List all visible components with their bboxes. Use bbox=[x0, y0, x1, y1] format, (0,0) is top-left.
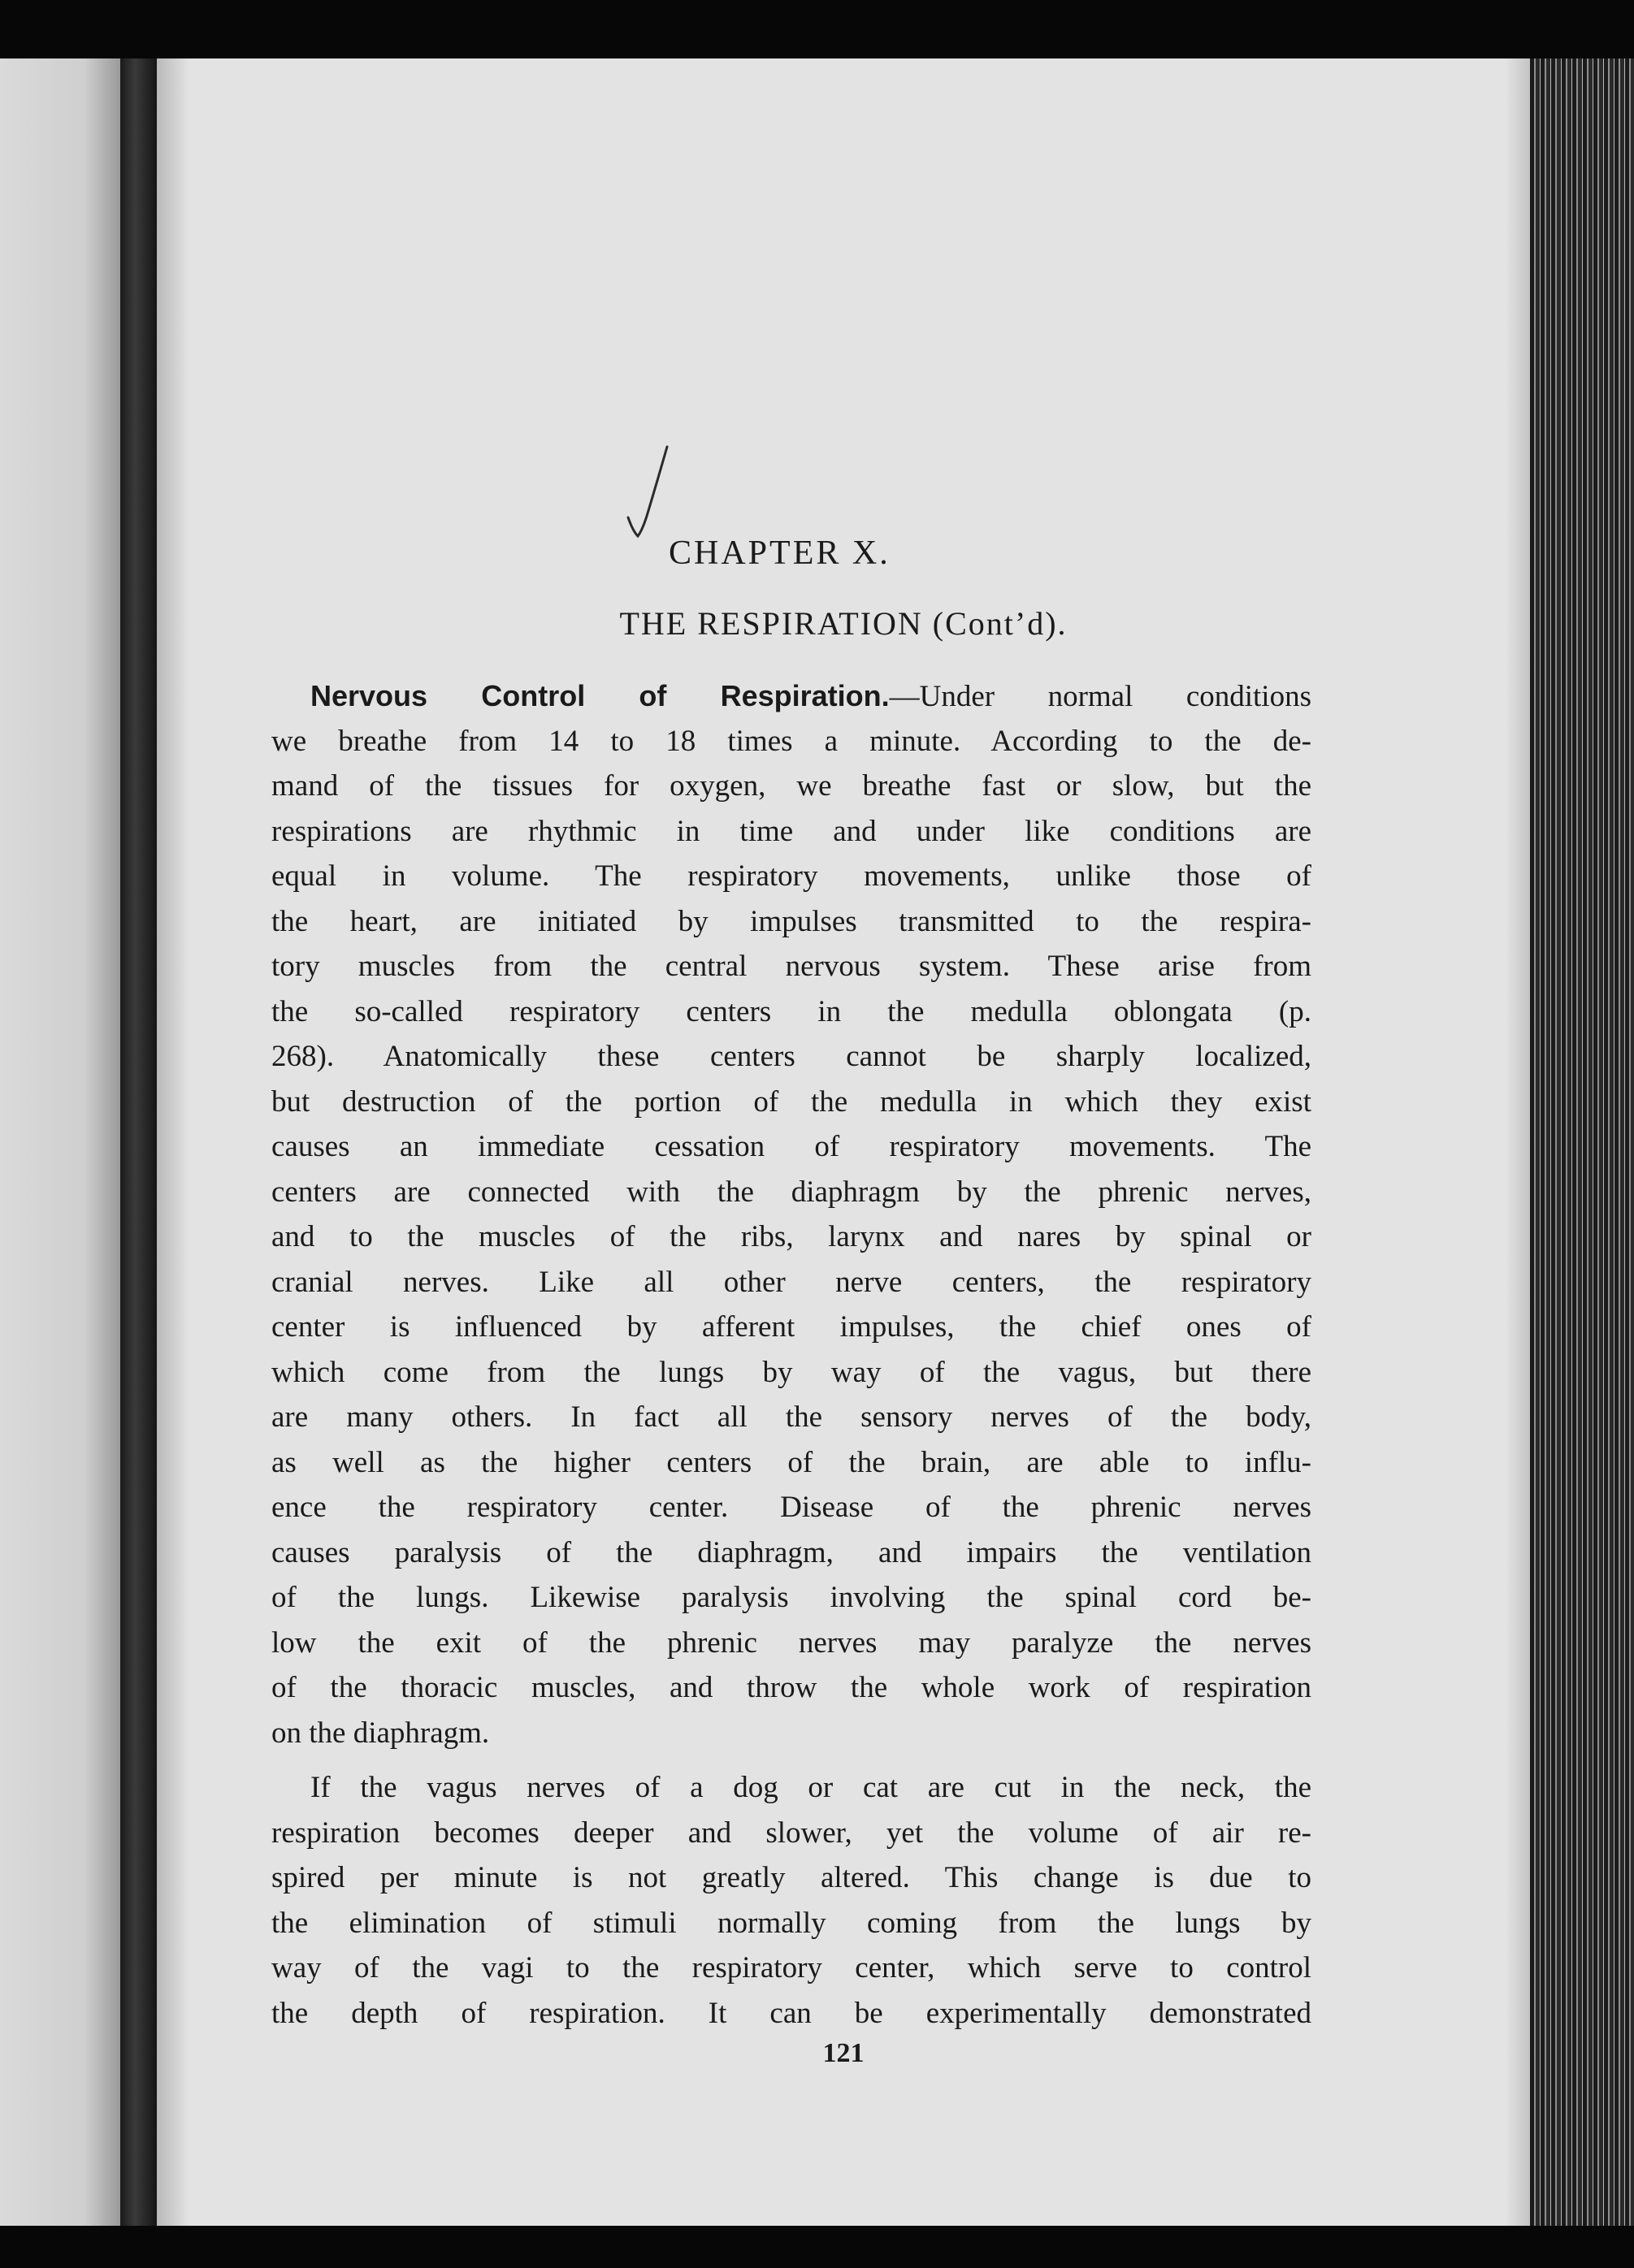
text-line: of the lungs. Likewise paralysis involving the spinal cord be- bbox=[271, 1581, 1311, 1614]
paragraph-gap bbox=[271, 1755, 1311, 1765]
text-line: tory muscles from the central nervous system. These arise from bbox=[271, 950, 1311, 983]
page-stack-edge bbox=[1530, 58, 1634, 2226]
edge-shadow bbox=[1506, 58, 1530, 2226]
text-line: the depth of respiration. It can be experimentally demonstrated bbox=[271, 1996, 1311, 2030]
text-line: way of the vagi to the respiratory center, which serve to control bbox=[271, 1951, 1311, 1984]
text-line: are many others. In fact all the sensory nerves of the body, bbox=[271, 1400, 1311, 1434]
text-line: causes an immediate cessation of respiratory movements. The bbox=[271, 1130, 1311, 1163]
paragraph bbox=[271, 673, 1311, 1755]
text-line: as well as the higher centers of the brain, are able to influ- bbox=[271, 1445, 1311, 1479]
chapter-subtitle: THE RESPIRATION (Cont’d). bbox=[619, 605, 1068, 642]
text-line: causes paralysis of the diaphragm, and impairs the ventilation bbox=[271, 1535, 1311, 1569]
text-line: on the diaphragm. bbox=[271, 1716, 490, 1750]
text-line: respiration becomes deeper and slower, yet the volume of air re- bbox=[271, 1816, 1311, 1850]
text-line: low the exit of the phrenic nerves may paralyze the nerves bbox=[271, 1625, 1311, 1660]
paragraph bbox=[271, 1765, 1311, 2036]
chapter-heading: CHAPTER X. bbox=[669, 535, 891, 572]
text-line: we breathe from 14 to 18 times a minute. According to the de- bbox=[271, 724, 1311, 758]
book-spine bbox=[120, 58, 157, 2226]
gutter-shadow bbox=[157, 58, 189, 2226]
run-in-heading: Nervous Control of Respiration. bbox=[310, 679, 890, 712]
text-line: the so-called respiratory centers in the medulla oblongata (p. bbox=[271, 994, 1311, 1028]
text-line: which come from the lungs by way of the vagus, but there bbox=[271, 1355, 1311, 1389]
text-line: centers are connected with the diaphragm by the phrenic nerves, bbox=[271, 1175, 1311, 1209]
book-page bbox=[157, 58, 1530, 2226]
text-line: center is influenced by afferent impulses, the chief ones of bbox=[271, 1310, 1311, 1344]
text-line: ence the respiratory center. Disease of the phrenic nerves bbox=[271, 1491, 1311, 1524]
text-line: respirations are rhythmic in time and under like conditions are bbox=[271, 814, 1311, 848]
body-text bbox=[271, 673, 1311, 2036]
text-line: 268). Anatomically these centers cannot be sharply localized, bbox=[271, 1040, 1311, 1073]
text-line: of the thoracic muscles, and throw the whole work of respiration bbox=[271, 1671, 1311, 1704]
text-line: but destruction of the portion of the medulla in which they exist bbox=[271, 1084, 1311, 1119]
text-line: spired per minute is not greatly altered. This change is due to bbox=[271, 1861, 1311, 1894]
text-line: If the vagus nerves of a dog or cat are cut in the neck, the bbox=[310, 1771, 1311, 1804]
text-line: and to the muscles of the ribs, larynx and nares by spinal or bbox=[271, 1220, 1311, 1253]
page-number: 121 bbox=[822, 2038, 865, 2068]
text-line: mand of the tissues for oxygen, we breathe fast or slow, but the bbox=[271, 769, 1311, 803]
previous-page-edge bbox=[0, 58, 120, 2226]
text-line: cranial nerves. Like all other nerve centers, the respiratory bbox=[271, 1265, 1311, 1299]
text-line: the heart, are initiated by impulses transmitted to the respira- bbox=[271, 904, 1311, 938]
text-line: Nervous Control of Respiration.—Under normal conditions bbox=[310, 679, 1311, 713]
text-line: the elimination of stimuli normally coming from the lungs by bbox=[271, 1906, 1311, 1940]
text-line: equal in volume. The respiratory movements, unlike those of bbox=[271, 859, 1311, 893]
